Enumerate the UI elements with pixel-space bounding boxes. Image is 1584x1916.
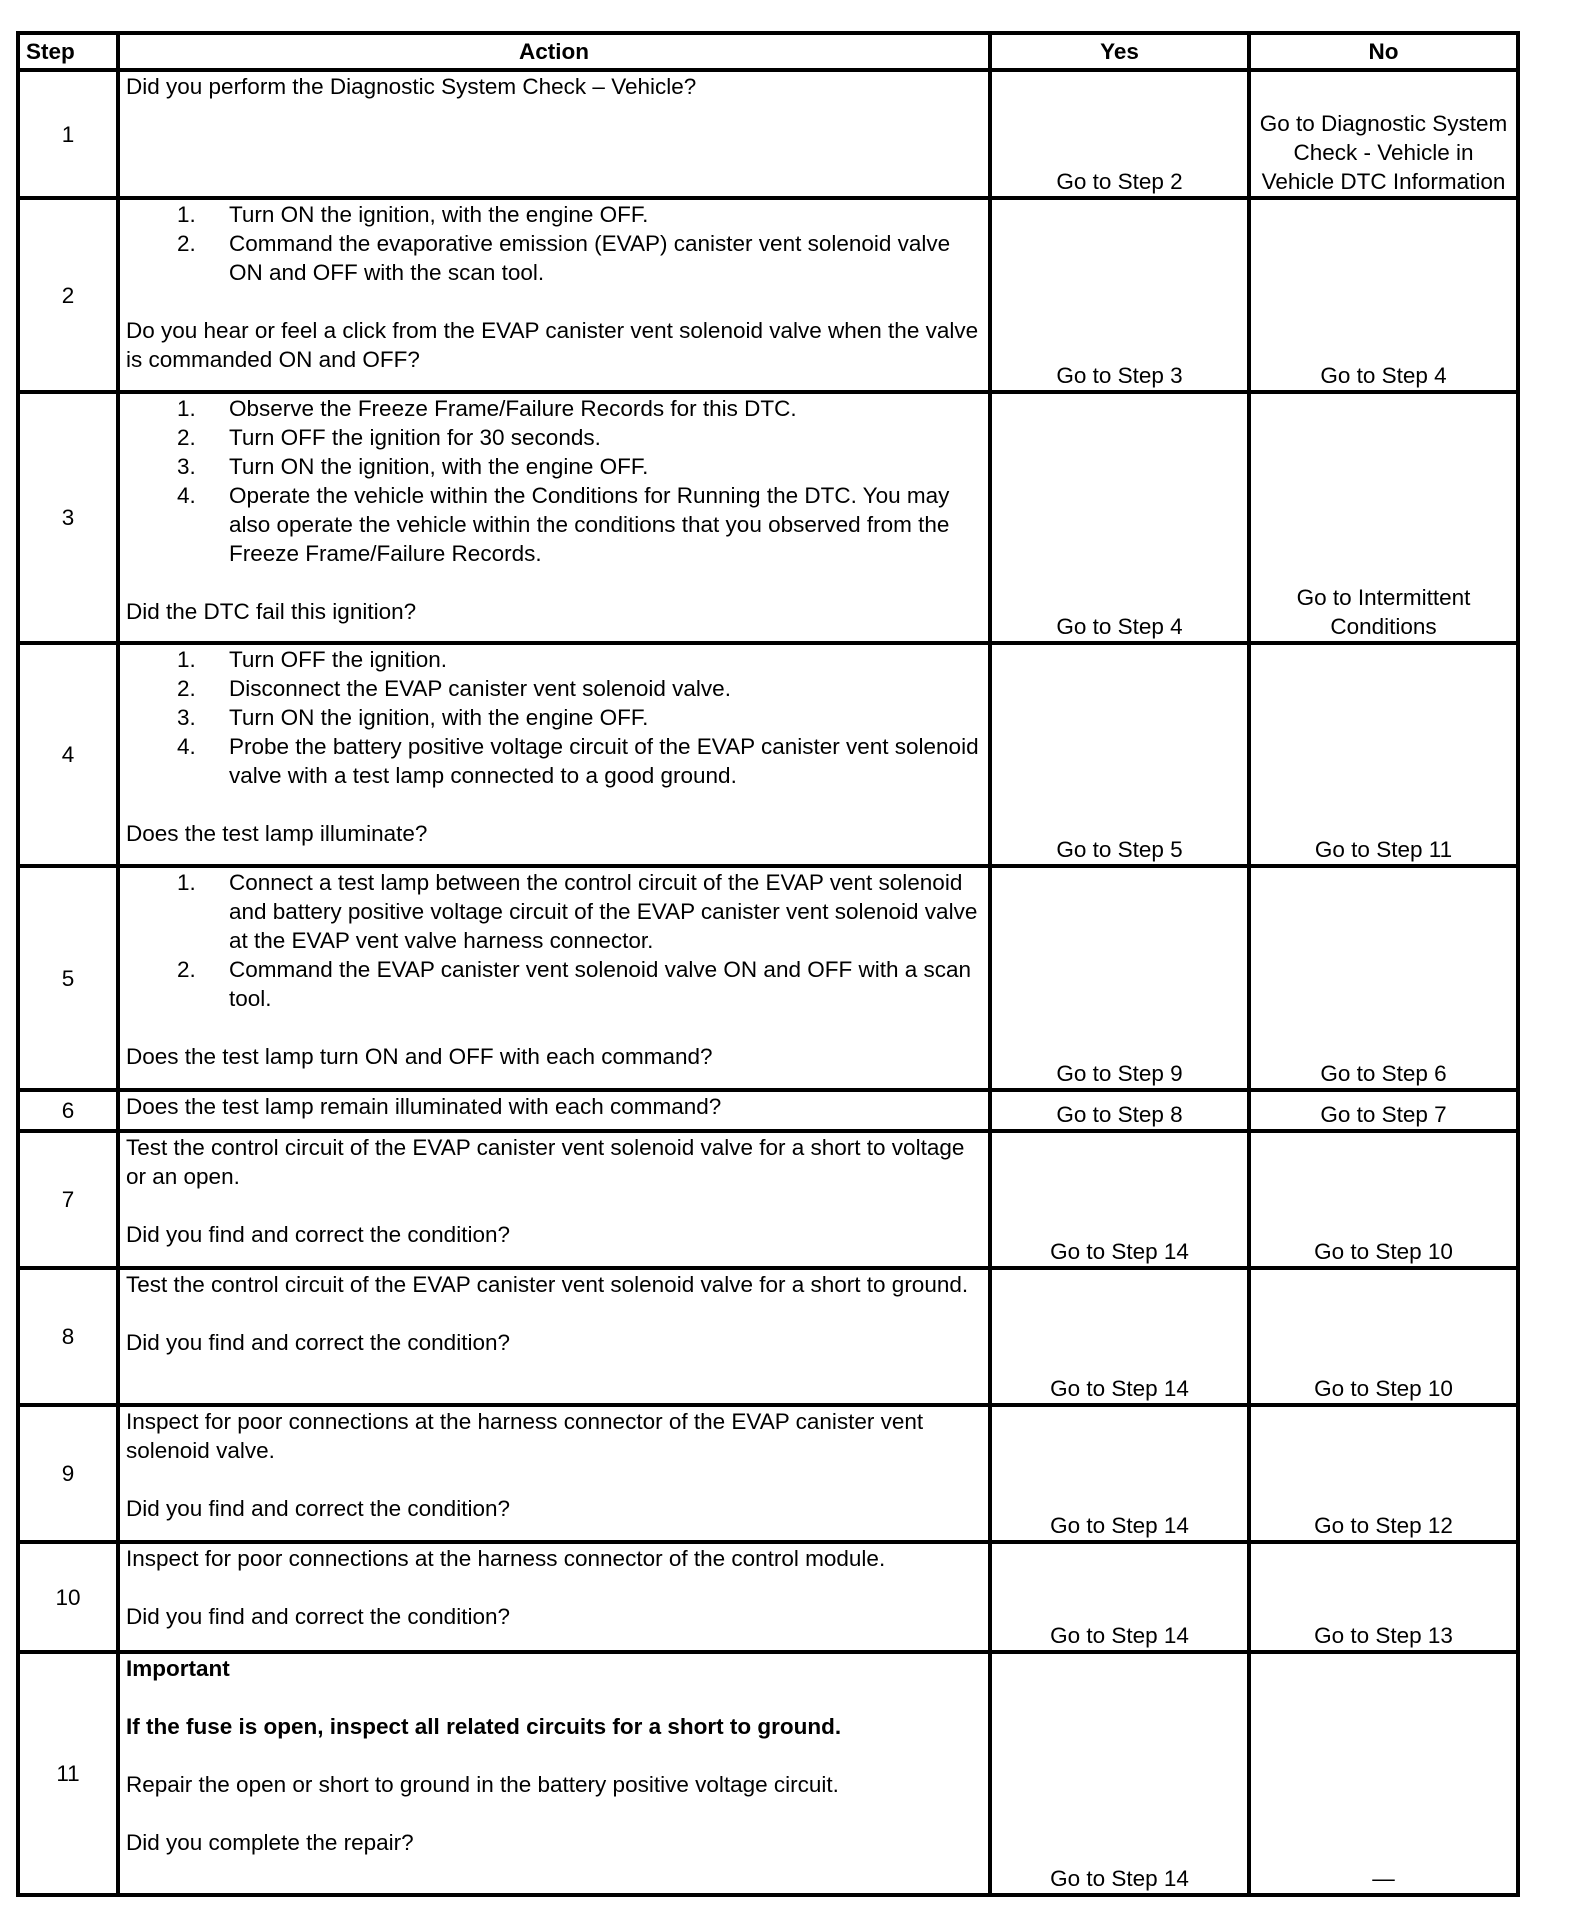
procedure-item bbox=[126, 200, 982, 229]
procedure-item-text: Connect a test lamp between the control circuit of the EVAP vent solenoid and battery positive voltage circuit of the EVAP canister vent solenoid valve at the EVAP vent valve harness connector. bbox=[229, 870, 978, 953]
action-cell bbox=[118, 392, 990, 643]
procedure-item bbox=[126, 645, 982, 674]
procedure-item-text: Command the EVAP canister vent solenoid valve ON and OFF with a scan tool. bbox=[229, 957, 972, 1011]
procedure-item bbox=[126, 229, 982, 287]
spacer bbox=[126, 1741, 982, 1770]
procedure-item-text: Operate the vehicle within the Conditions for Running the DTC. You may also operate the vehicle within the conditions that you observed from the Freeze Frame/Failure Records. bbox=[229, 483, 950, 566]
yes-result: Go to Step 3 bbox=[990, 198, 1249, 392]
procedure-item-number: 2. bbox=[177, 676, 196, 701]
table-row bbox=[18, 1405, 1518, 1542]
action-cell bbox=[118, 70, 990, 198]
no-result: Go to Step 7 bbox=[1249, 1090, 1518, 1131]
yes-result: Go to Step 8 bbox=[990, 1090, 1249, 1131]
procedure-item bbox=[126, 423, 982, 452]
spacer bbox=[126, 1299, 982, 1328]
yes-result: Go to Step 14 bbox=[990, 1405, 1249, 1542]
table-row bbox=[18, 1131, 1518, 1268]
procedure-item-text: Observe the Freeze Frame/Failure Records for this DTC. bbox=[229, 396, 797, 421]
action-cell bbox=[118, 1090, 990, 1131]
instruction-paragraph: Test the control circuit of the EVAP canister vent solenoid valve for a short to ground. bbox=[126, 1272, 969, 1297]
procedure-item-text: Turn OFF the ignition for 30 seconds. bbox=[229, 425, 601, 450]
procedure-item-number: 2. bbox=[177, 231, 196, 256]
step-number: 11 bbox=[18, 1652, 118, 1895]
no-result: — bbox=[1249, 1652, 1518, 1895]
step-number: 8 bbox=[18, 1268, 118, 1405]
header-row bbox=[18, 33, 1518, 70]
yes-result: Go to Step 14 bbox=[990, 1131, 1249, 1268]
procedure-list bbox=[126, 868, 982, 1013]
step-number: 3 bbox=[18, 392, 118, 643]
procedure-item-number: 2. bbox=[177, 425, 196, 450]
question-text: Does the test lamp turn ON and OFF with each command? bbox=[126, 1044, 713, 1069]
header-no: No bbox=[1249, 33, 1518, 70]
action-cell bbox=[118, 1542, 990, 1652]
instruction-paragraph: Repair the open or short to ground in the battery positive voltage circuit. bbox=[126, 1772, 839, 1797]
procedure-item-text: Turn ON the ignition, with the engine OFF. bbox=[229, 454, 649, 479]
action-cell bbox=[118, 1405, 990, 1542]
diagnostic-table-container bbox=[16, 31, 1516, 1897]
spacer bbox=[126, 568, 982, 597]
procedure-item bbox=[126, 732, 982, 790]
yes-result: Go to Step 14 bbox=[990, 1652, 1249, 1895]
procedure-item bbox=[126, 955, 982, 1013]
no-result: Go to Step 4 bbox=[1249, 198, 1518, 392]
spacer bbox=[126, 1799, 982, 1828]
yes-result: Go to Step 14 bbox=[990, 1542, 1249, 1652]
spacer bbox=[126, 1465, 982, 1494]
emphasis-paragraph: Important bbox=[126, 1656, 230, 1681]
header-yes: Yes bbox=[990, 33, 1249, 70]
action-cell bbox=[118, 1652, 990, 1895]
table-row bbox=[18, 1268, 1518, 1405]
step-number: 10 bbox=[18, 1542, 118, 1652]
instruction-paragraph: Inspect for poor connections at the harness connector of the EVAP canister vent solenoid valve. bbox=[126, 1409, 924, 1463]
table-body bbox=[18, 70, 1518, 1895]
procedure-item bbox=[126, 868, 982, 955]
header-action: Action bbox=[118, 33, 990, 70]
procedure-list bbox=[126, 645, 982, 790]
spacer bbox=[126, 1013, 982, 1042]
no-result: Go to Step 10 bbox=[1249, 1131, 1518, 1268]
step-number: 1 bbox=[18, 70, 118, 198]
step-number: 5 bbox=[18, 866, 118, 1090]
action-cell bbox=[118, 198, 990, 392]
spacer bbox=[126, 1573, 982, 1602]
table-row bbox=[18, 392, 1518, 643]
procedure-item-text: Turn ON the ignition, with the engine OFF. bbox=[229, 705, 649, 730]
procedure-item bbox=[126, 703, 982, 732]
action-cell bbox=[118, 866, 990, 1090]
step-number: 2 bbox=[18, 198, 118, 392]
action-cell bbox=[118, 643, 990, 866]
table-row bbox=[18, 1652, 1518, 1895]
procedure-item-number: 2. bbox=[177, 957, 196, 982]
yes-result: Go to Step 5 bbox=[990, 643, 1249, 866]
no-result: Go to Intermittent Conditions bbox=[1249, 392, 1518, 643]
procedure-item-number: 1. bbox=[177, 396, 196, 421]
table-row bbox=[18, 70, 1518, 198]
table-row bbox=[18, 198, 1518, 392]
table-row bbox=[18, 643, 1518, 866]
procedure-item-text: Probe the battery positive voltage circuit of the EVAP canister vent solenoid valve with a test lamp connected to a good ground. bbox=[229, 734, 979, 788]
diagnostic-table bbox=[16, 31, 1520, 1897]
header-step: Step bbox=[18, 33, 118, 70]
yes-result: Go to Step 9 bbox=[990, 866, 1249, 1090]
question-text: Does the test lamp illuminate? bbox=[126, 821, 428, 846]
question-text: Did you find and correct the condition? bbox=[126, 1330, 510, 1355]
spacer bbox=[126, 287, 982, 316]
procedure-list bbox=[126, 200, 982, 287]
action-cell bbox=[118, 1131, 990, 1268]
action-cell bbox=[118, 1268, 990, 1405]
step-number: 7 bbox=[18, 1131, 118, 1268]
yes-result: Go to Step 2 bbox=[990, 70, 1249, 198]
procedure-item-number: 4. bbox=[177, 483, 196, 508]
table-row bbox=[18, 866, 1518, 1090]
procedure-item-text: Disconnect the EVAP canister vent solenoid valve. bbox=[229, 676, 731, 701]
procedure-item-text: Command the evaporative emission (EVAP) canister vent solenoid valve ON and OFF with the scan tool. bbox=[229, 231, 951, 285]
instruction-paragraph: Inspect for poor connections at the harness connector of the control module. bbox=[126, 1546, 886, 1571]
procedure-item-number: 3. bbox=[177, 705, 196, 730]
instruction-paragraph: Test the control circuit of the EVAP canister vent solenoid valve for a short to voltage or an open. bbox=[126, 1135, 965, 1189]
spacer bbox=[126, 1683, 982, 1712]
emphasis-paragraph: If the fuse is open, inspect all related circuits for a short to ground. bbox=[126, 1714, 842, 1739]
question-text: Did you find and correct the condition? bbox=[126, 1222, 510, 1247]
procedure-item-number: 3. bbox=[177, 454, 196, 479]
procedure-item-text: Turn ON the ignition, with the engine OFF. bbox=[229, 202, 649, 227]
yes-result: Go to Step 14 bbox=[990, 1268, 1249, 1405]
no-result: Go to Step 10 bbox=[1249, 1268, 1518, 1405]
question-text: Did you perform the Diagnostic System Check – Vehicle? bbox=[126, 74, 697, 99]
procedure-item bbox=[126, 452, 982, 481]
procedure-list bbox=[126, 394, 982, 568]
spacer bbox=[126, 1191, 982, 1220]
procedure-item-text: Turn OFF the ignition. bbox=[229, 647, 448, 672]
question-text: Do you hear or feel a click from the EVAP canister vent solenoid valve when the valve is commanded ON and OFF? bbox=[126, 318, 979, 372]
question-text: Does the test lamp remain illuminated with each command? bbox=[126, 1094, 722, 1119]
procedure-item bbox=[126, 674, 982, 703]
no-result: Go to Step 11 bbox=[1249, 643, 1518, 866]
question-text: Did you find and correct the condition? bbox=[126, 1496, 510, 1521]
step-number: 6 bbox=[18, 1090, 118, 1131]
question-text: Did the DTC fail this ignition? bbox=[126, 599, 417, 624]
no-result: Go to Step 6 bbox=[1249, 866, 1518, 1090]
step-number: 4 bbox=[18, 643, 118, 866]
question-text: Did you complete the repair? bbox=[126, 1830, 414, 1855]
procedure-item-number: 1. bbox=[177, 202, 196, 227]
yes-result: Go to Step 4 bbox=[990, 392, 1249, 643]
procedure-item-number: 1. bbox=[177, 647, 196, 672]
question-text: Did you find and correct the condition? bbox=[126, 1604, 510, 1629]
table-row bbox=[18, 1542, 1518, 1652]
procedure-item-number: 4. bbox=[177, 734, 196, 759]
no-result: Go to Step 13 bbox=[1249, 1542, 1518, 1652]
step-number: 9 bbox=[18, 1405, 118, 1542]
procedure-item bbox=[126, 481, 982, 568]
procedure-item bbox=[126, 394, 982, 423]
table-row bbox=[18, 1090, 1518, 1131]
no-result: Go to Diagnostic System Check - Vehicle in Vehicle DTC Information bbox=[1249, 70, 1518, 198]
no-result: Go to Step 12 bbox=[1249, 1405, 1518, 1542]
spacer bbox=[126, 790, 982, 819]
procedure-item-number: 1. bbox=[177, 870, 196, 895]
